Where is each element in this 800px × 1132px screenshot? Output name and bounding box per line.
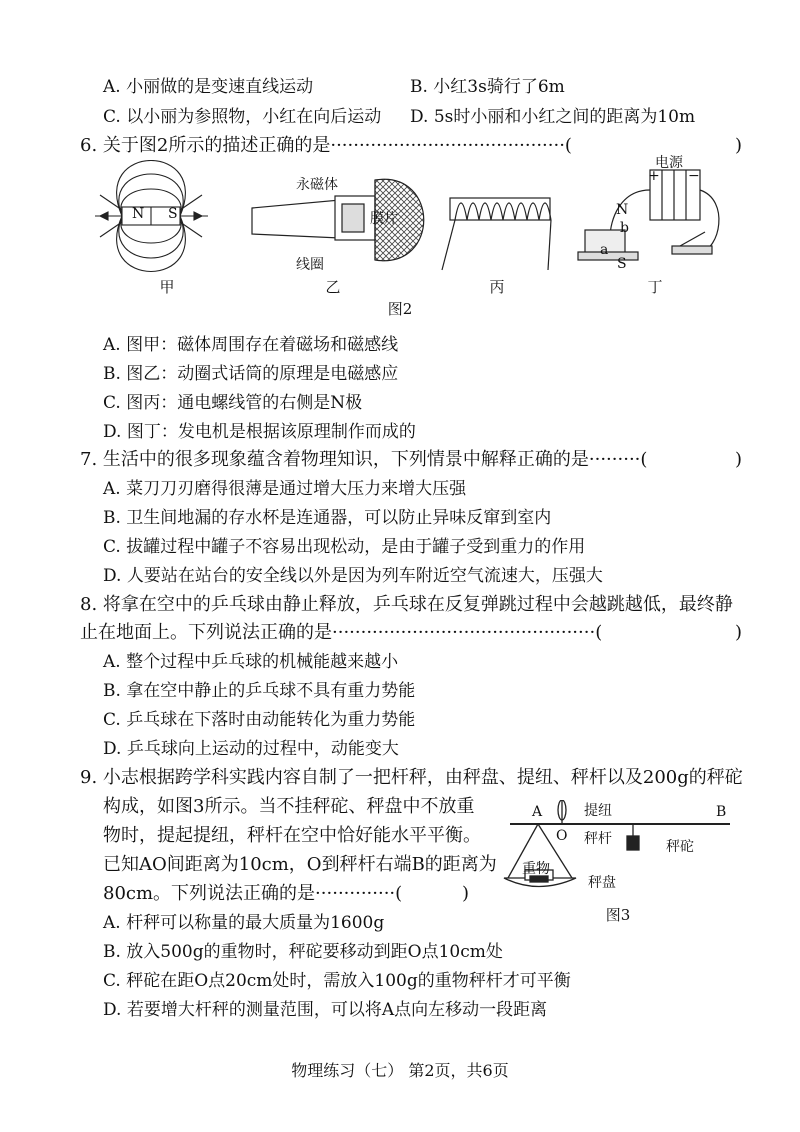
magnet-pole-n-label: N <box>132 206 145 222</box>
coil-label: 线圈 <box>296 257 324 273</box>
q6-option-a: A. 图甲：磁体周围存在着磁场和磁感线 <box>103 335 399 355</box>
ding-s-label: S <box>617 256 627 272</box>
q9-stem-line-5: 80cm。下列说法正确的是··············( <box>103 883 403 904</box>
fig3-b-label: B <box>716 804 727 820</box>
ding-b-label: b <box>620 220 629 236</box>
fig2-jia-caption: 甲 <box>159 278 175 296</box>
q7-option-c: C. 拔罐过程中罐子不容易出现松动，是由于罐子受到重力的作用 <box>103 537 586 557</box>
q8-answer-paren[interactable]: ) <box>735 622 743 643</box>
q7-option-d: D. 人要站在站台的安全线以外是因为列车附近空气流速大，压强大 <box>103 566 603 586</box>
q9-stem-line-1: 9. 小志根据跨学科实践内容自制了一把杆秤，由秤盘、提纽、秤杆以及200g的秤砣 <box>80 767 743 788</box>
q5-option-b: B. 小红3s骑行了6m <box>410 77 565 97</box>
q9-answer-paren[interactable]: ) <box>462 883 470 904</box>
q7-answer-paren[interactable]: ) <box>735 449 743 470</box>
q8-option-b: B. 拿在空中静止的乒乓球不具有重力势能 <box>103 681 416 701</box>
q7-stem: 7. 生活中的很多现象蕴含着物理知识，下列情景中解释正确的是·········( <box>80 449 648 470</box>
q6-option-c: C. 图丙：通电螺线管的右侧是N极 <box>103 393 363 413</box>
ding-a-label: a <box>600 242 609 258</box>
fig2-bing-caption: 丙 <box>489 278 505 296</box>
q9-option-a: A. 杆秤可以称量的最大质量为1600g <box>103 913 385 933</box>
power-minus-label: − <box>688 168 700 184</box>
q9-option-c: C. 秤砣在距O点20cm处时，需放入100g的重物秤杆才可平衡 <box>103 971 571 991</box>
q6-option-d: D. 图丁：发电机是根据该原理制作而成的 <box>103 422 416 442</box>
zhongwu-label: 重物 <box>522 861 550 877</box>
q8-option-c: C. 乒乓球在下落时由动能转化为重力势能 <box>103 710 416 730</box>
q6-stem: 6. 关于图2所示的描述正确的是·········································( <box>80 135 572 156</box>
q7-option-a: A. 菜刀刀刃磨得很薄是通过增大压力来增大压强 <box>103 479 467 499</box>
membrane-label: 膜片 <box>370 211 398 227</box>
q8-stem-line-2: 止在地面上。下列说法正确的是··············································( <box>80 622 603 643</box>
page-footer: 物理练习（七） 第2页，共6页 <box>291 1061 509 1080</box>
bar-magnet-field-diagram <box>95 161 208 272</box>
q5-option-a: A. 小丽做的是变速直线运动 <box>103 77 314 97</box>
q9-stem-line-4: 已知AO间距离为10cm，O到秤杆右端B的距离为 <box>103 854 497 875</box>
solenoid-diagram <box>442 198 551 270</box>
fig2-yi-caption: 乙 <box>325 278 341 296</box>
q9-option-b: B. 放入500g的重物时，秤砣要移动到距O点10cm处 <box>103 942 503 962</box>
q8-option-a: A. 整个过程中乒乓球的机械能越来越小 <box>103 652 399 672</box>
power-source-label: 电源 <box>655 155 683 171</box>
permanent-magnet-label: 永磁体 <box>296 177 338 193</box>
q6-option-b: B. 图乙：动圈式话筒的原理是电磁感应 <box>103 364 399 384</box>
ding-n-label: N <box>616 202 629 218</box>
q7-option-b: B. 卫生间地漏的存水杯是连通器，可以防止异味反窜到室内 <box>103 508 552 528</box>
q9-stem-line-2: 构成，如图3所示。当不挂秤砣、秤盘中不放重 <box>103 796 475 817</box>
magnet-pole-s-label: S <box>168 206 178 222</box>
fig2-ding-caption: 丁 <box>647 278 663 296</box>
q9-stem-line-3: 物时，提起提纽，秤杆在空中恰好能水平平衡。 <box>103 825 481 846</box>
fig3-o-label: O <box>556 828 568 844</box>
chengpan-label: 秤盘 <box>588 875 616 891</box>
q8-stem-line-1: 8. 将拿在空中的乒乓球由静止释放，乒乓球在反复弹跳过程中会越跳越低，最终静 <box>80 594 733 615</box>
fig3-a-label: A <box>532 804 543 820</box>
figure-3-caption: 图3 <box>605 906 631 924</box>
figure-2-caption: 图2 <box>387 300 413 318</box>
q6-answer-paren[interactable]: ) <box>735 135 743 156</box>
q9-option-d: D. 若要增大杆秤的测量范围，可以将A点向左移动一段距离 <box>103 1000 548 1020</box>
tiniu-label: 提纽 <box>584 803 612 819</box>
chengtuo-label: 秤砣 <box>666 839 694 855</box>
q5-option-d: D. 5s时小丽和小红之间的距离为10m <box>410 107 696 127</box>
q8-option-d: D. 乒乓球向上运动的过程中，动能变大 <box>103 739 399 759</box>
power-plus-label: + <box>648 168 660 184</box>
chenggan-label: 秤杆 <box>584 831 612 847</box>
q5-option-c: C. 以小丽为参照物，小红在向后运动 <box>103 107 382 127</box>
